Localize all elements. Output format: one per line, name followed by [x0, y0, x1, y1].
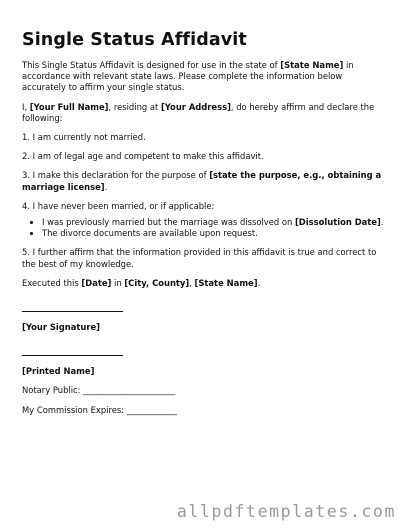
declaration-i: I,	[22, 101, 30, 112]
declaration-paragraph	[22, 102, 388, 124]
bullet-1-end: .	[380, 217, 384, 228]
item-3-end: .	[104, 181, 108, 192]
signature-label: [Your Signature]	[22, 322, 100, 333]
executed-text: Executed this	[22, 277, 82, 288]
address-placeholder: [Your Address]	[160, 101, 231, 112]
item-5: 5. I further affirm that the information provided in this affidavit is true and correct to the best of my knowledge.	[22, 247, 377, 269]
item-3	[22, 170, 388, 192]
full-name-placeholder: [Your Full Name]	[29, 101, 109, 112]
item-4-bullets	[22, 217, 388, 239]
dissolution-date-placeholder: [Dissolution Date]	[294, 217, 381, 228]
signature-line	[22, 297, 123, 312]
commission-expires-line: My Commission Expires: ____________	[22, 404, 178, 415]
bullet-dissolution	[42, 217, 388, 228]
executed-line	[22, 278, 388, 289]
item-3-text: 3. I make this declaration for the purpose of	[22, 170, 210, 181]
executed-comma: ,	[189, 277, 195, 288]
executed-in: in	[111, 277, 125, 288]
watermark-logo: allpdftemplates.com	[176, 502, 396, 521]
declaration-residing: , residing at	[108, 101, 161, 112]
bullet-divorce-docs: • The divorce documents are available upon request.	[42, 228, 388, 239]
intro-paragraph	[22, 60, 388, 94]
intro-text-end: in accordance with relevant state laws. Please complete the information below accurately to affirm your single status.	[22, 60, 354, 93]
intro-text-start: This Single Status Affidavit is designed for use in the state of	[22, 60, 281, 70]
printed-name-line	[22, 341, 123, 356]
item-2: 2. I am of legal age and competent to make this affidavit.	[22, 151, 264, 162]
document-title: Single Status Affidavit	[22, 30, 247, 50]
date-placeholder: [Date]	[81, 277, 112, 288]
declaration-rest: , do hereby affirm and declare the following:	[22, 101, 375, 123]
item-1: 1. I am currently not married.	[22, 132, 146, 143]
executed-end: .	[257, 277, 261, 288]
notary-public-line: Notary Public: ______________________	[22, 385, 176, 396]
printed-name-label: [Printed Name]	[22, 366, 95, 377]
purpose-placeholder: [state the purpose, e.g., obtaining a marriage license]	[22, 170, 382, 192]
item-4: 4. I have never been married, or if applicable:	[22, 200, 215, 211]
state-name-placeholder: [State Name]	[280, 60, 344, 70]
executed-state-placeholder: [State Name]	[194, 277, 258, 288]
bullet-1-text: I was previously married but the marriage was dissolved on	[42, 217, 295, 228]
city-county-placeholder: [City, County]	[124, 277, 190, 288]
